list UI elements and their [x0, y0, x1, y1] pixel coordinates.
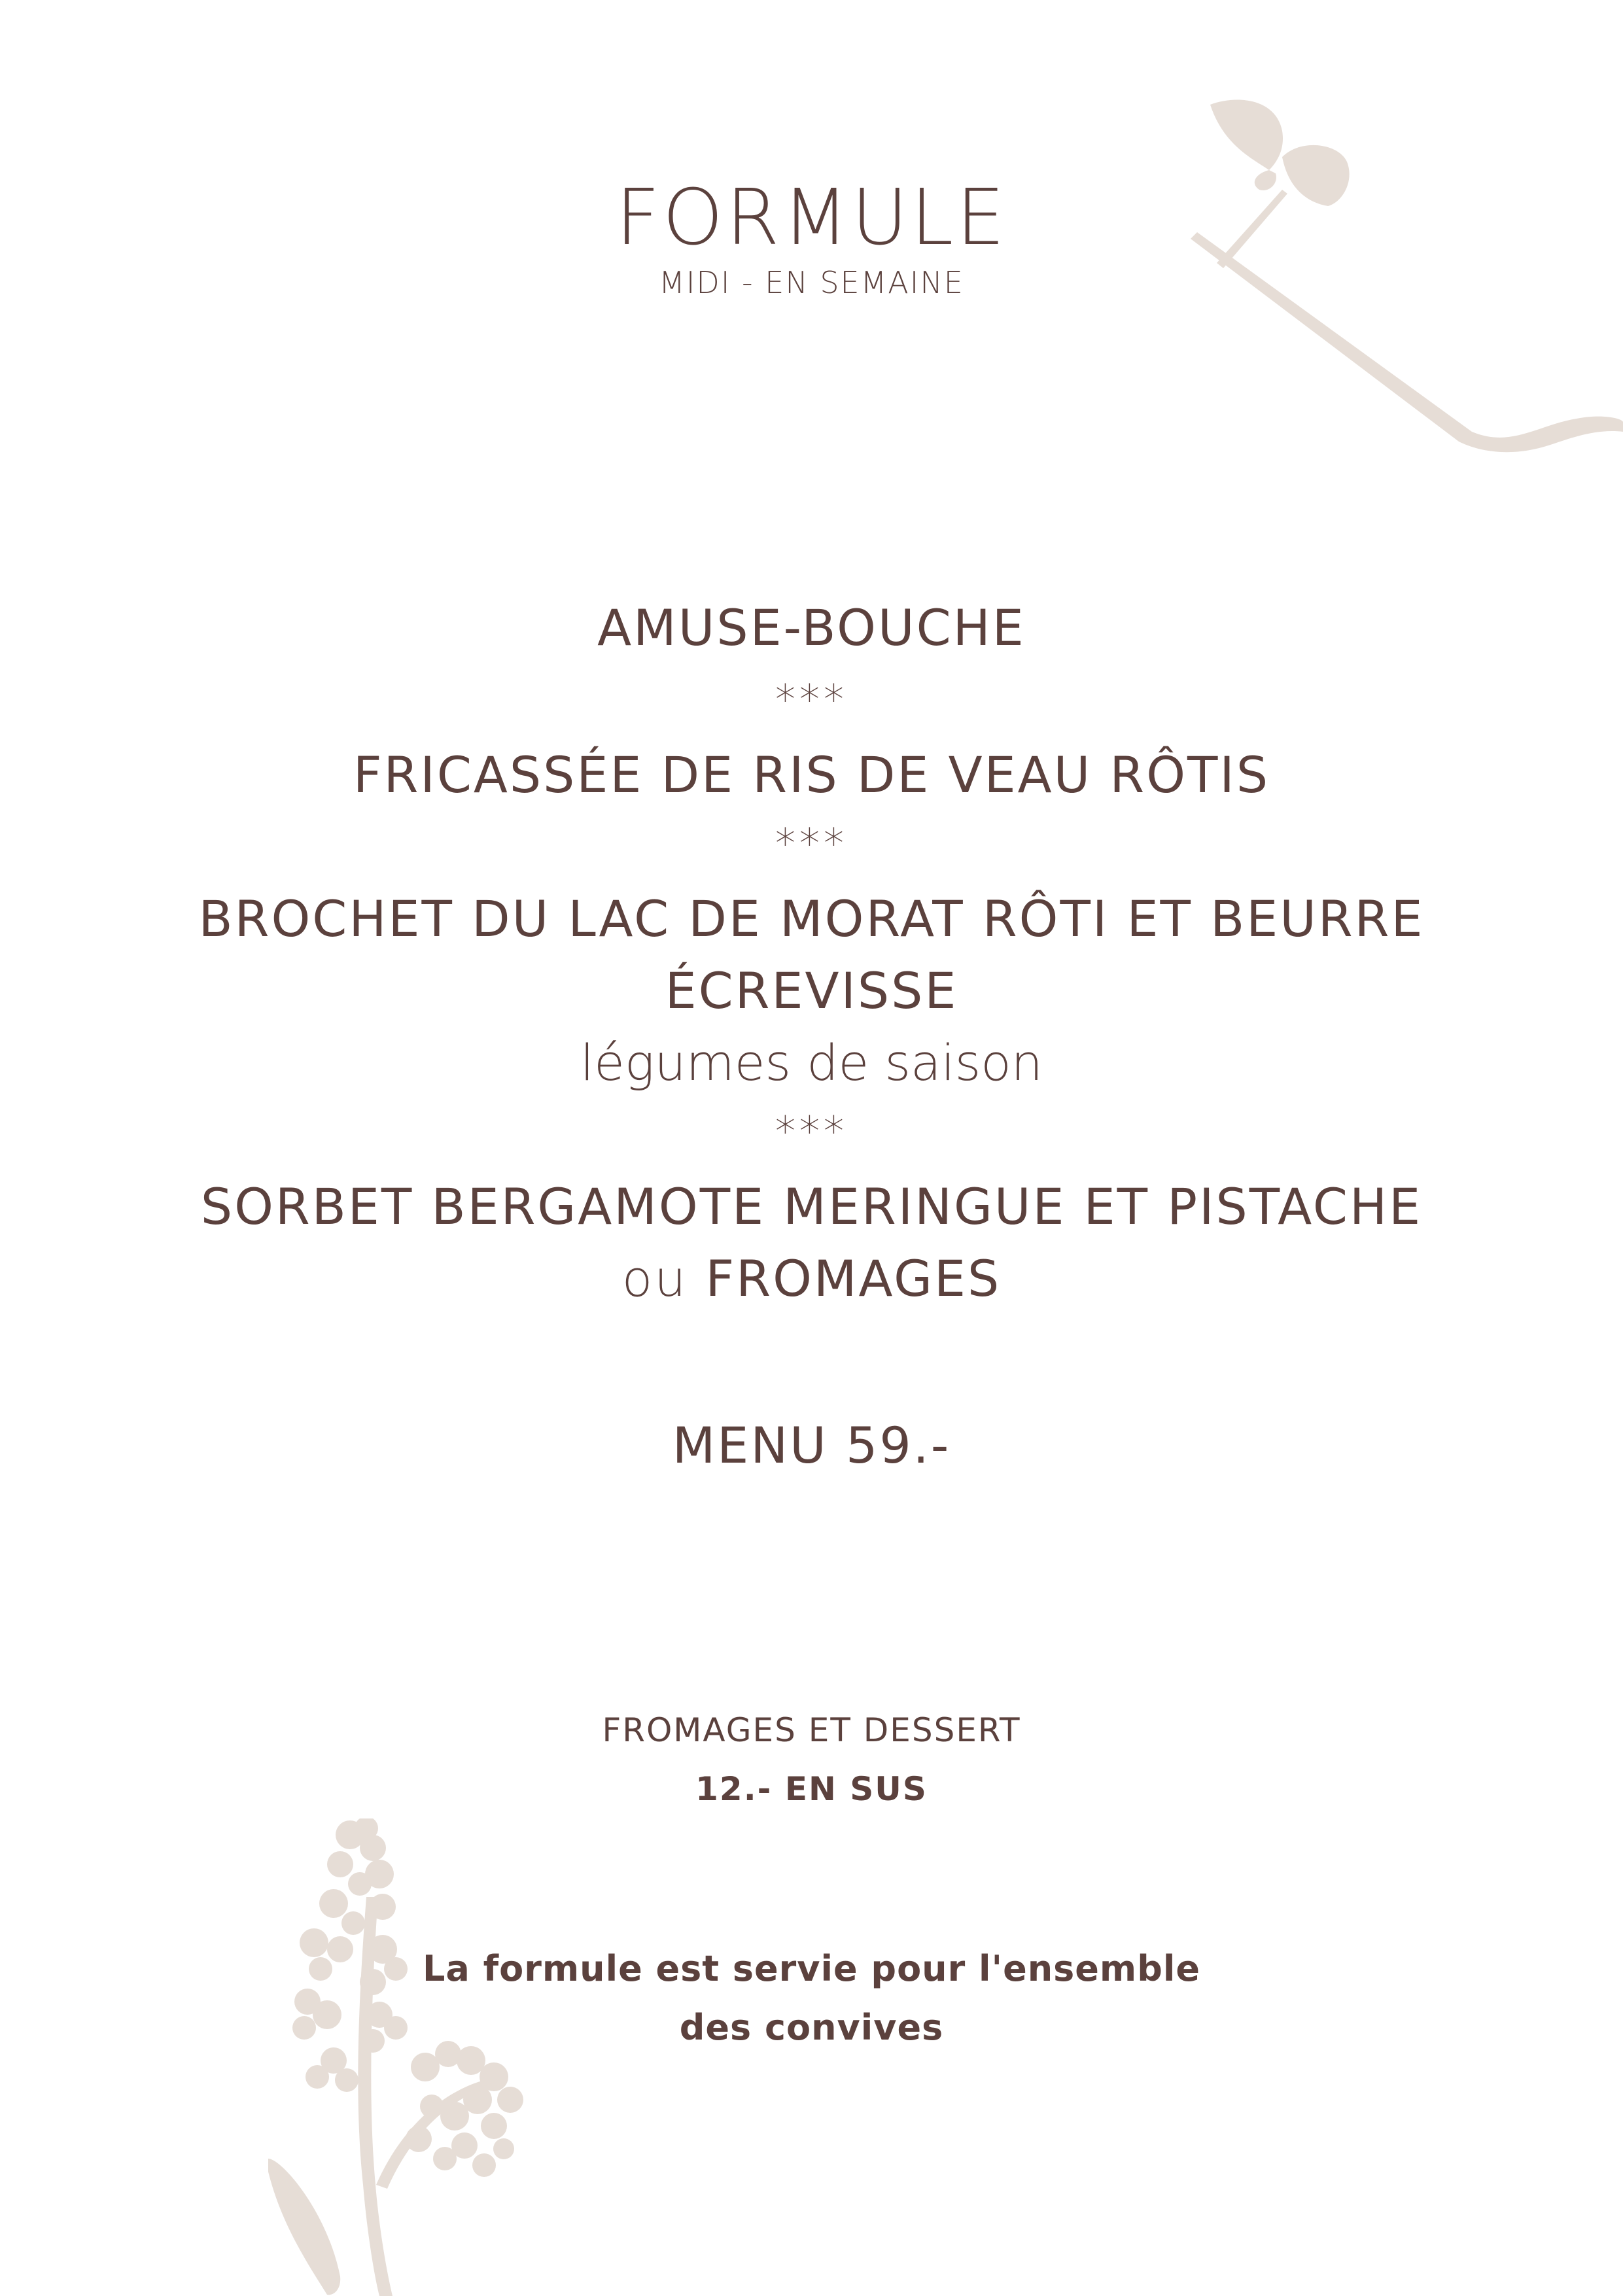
menu-price: MENU 59.- [672, 1416, 951, 1474]
course-brochet-note: légumes de saison [580, 1034, 1043, 1092]
page-title: FORMULE [615, 172, 1008, 262]
course-dessert-line-1: SORBET BERGAMOTE MERINGUE ET PISTACHE [200, 1177, 1423, 1236]
course-separator: *** [775, 676, 848, 723]
course-dessert-line-2 [0, 1246, 1623, 1312]
disclaimer-line-2: des convives [679, 2007, 944, 2048]
course-amuse-bouche: AMUSE-BOUCHE [597, 599, 1026, 657]
supplement-price: 12.- EN SUS [695, 1770, 928, 1808]
flower-stem-icon [268, 1818, 530, 2296]
page-subtitle: MIDI - EN SEMAINE [659, 265, 964, 300]
course-brochet-line-1: BROCHET DU LAC DE MORAT RÔTI ET BEURRE [198, 890, 1425, 948]
course-brochet-line-2: ÉCREVISSE [665, 962, 958, 1020]
course-fricassee: FRICASSÉE DE RIS DE VEAU RÔTIS [353, 746, 1270, 804]
supplement-label: FROMAGES ET DESSERT [602, 1711, 1021, 1749]
course-separator: *** [775, 820, 848, 867]
course-separator: *** [775, 1107, 848, 1155]
disclaimer-line-1: La formule est servie pour l'ensemble [423, 1948, 1200, 1989]
course-dessert-ou: ou [621, 1249, 688, 1308]
course-dessert-alt: FROMAGES [705, 1249, 1002, 1308]
